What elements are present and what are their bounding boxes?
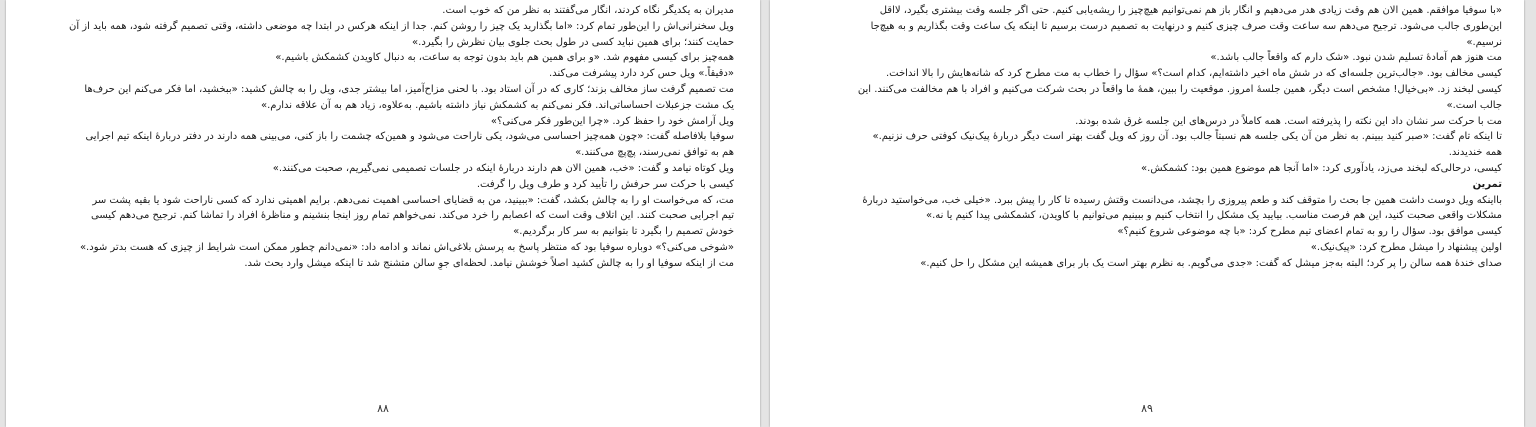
- paragraph-line: کیسی با حرکت سر حرفش را تأیید کرد و طرف ویل را گرفت.: [476, 178, 734, 190]
- paragraph-line: نرسیم.»: [1466, 36, 1502, 48]
- paragraph-line: مت، که می‌خواست او را به چالش بکشد، گفت: «ببینید، من به قضایای احساسی اهمیت نمی‌دهم. برایم اهمیتی ندارد که کسی ناراحت شود یا بقیه پشت سر: [92, 194, 734, 206]
- page-number: ۸۸: [377, 402, 389, 415]
- paragraph-line: این‌طوری جالب می‌شود. ترجیح می‌دهم سه ساعت وقت صرف چیزی کنیم و درنهایت به تصمیم درست برسیم تا اینکه یک ساعت وقت بگذاریم و به هیچ‌جا: [870, 20, 1502, 32]
- paragraph-line: مدیران به یکدیگر نگاه کردند، انگار می‌گفتند به نظر من که خوب است.: [442, 5, 734, 16]
- paragraph-line: اولین پیشنهاد را میشل مطرح کرد: «پیک‌نیک.»: [1310, 241, 1502, 253]
- paragraph-line: حمایت کنند؛ برای همین نباید کسی در طول بحث جلوی بیان نظرش را بگیرد.»: [412, 36, 734, 48]
- paragraph-line: جالب است.»: [1446, 99, 1502, 111]
- paragraph-line: کیسی موافق بود. سؤال را رو به تمام اعضای تیم مطرح کرد: «با چه موضوعی شروع کنیم؟»: [1117, 226, 1502, 238]
- paragraph-line: همه‌چیز برای کیسی مفهوم شد. «و برای همین هم باید بدون توجه به ساعت، به دنبال کاویدن کشمکش باشیم.»: [275, 52, 734, 64]
- paragraph-line: کیسی لبخند زد. «بی‌خیال! مشخص است دیگر، همین جلسهٔ امروز. موقعیت را ببین، همهٔ ما واقعاً در بحث شرکت می‌کنیم و افراد با هم مخالفت می‌کنند. این: [857, 83, 1502, 95]
- paragraph-line: «دقیقاً.» ویل حس کرد دارد پیشرفت می‌کند.: [549, 68, 734, 80]
- paragraph-line: صدای خندهٔ همه سالن را پر کرد؛ البته به‌جز میشل که گفت: «جدی می‌گویم. به نظرم بهتر است یک بار برای همیشه این مشکل را حل کنیم.»: [920, 257, 1502, 269]
- page-89: [770, 0, 1524, 427]
- paragraph-line: تا اینکه تام گفت: «صبر کنید ببینم. به نظر من آن یکی جلسه هم نسبتاً جالب بود. آن روز که ویل گفت بهتر است دیگر دربارهٔ پیک‌نیک کوفتی حرف نزنیم.»: [872, 131, 1502, 143]
- paragraph-line: کیسی، درحالی‌که لبخند می‌زد، یادآوری کرد: «اما آنجا هم موضوع همین بود: کشمکش.»: [1141, 162, 1502, 174]
- paragraph-line: مت هنوز هم آمادهٔ تسلیم شدن نبود. «شک دارم که واقعاً جالب باشد.»: [1210, 52, 1502, 64]
- paragraph-line: ویل سخنرانی‌اش را این‌طور تمام کرد: «اما بگذارید یک چیز را روشن کنم. جدا از اینکه هرکس در ابتدا چه موضعی داشته، وقتی تصمیم گرفته شود، همه باید از آن: [68, 20, 734, 32]
- paragraph-line: هم به توافق نمی‌رسند، پچ‌پچ می‌کنند.»: [575, 147, 734, 159]
- section-heading: تمرین: [1472, 178, 1502, 190]
- paragraph-line: ویل آرامش خود را حفظ کرد. «چرا این‌طور فکر می‌کنی؟»: [490, 115, 734, 127]
- paragraph-line: مت با حرکت سر نشان داد این نکته را پذیرفته است. همه کاملاً در درس‌های این جلسه غرق شده بودند.: [1075, 115, 1502, 127]
- page-88: [6, 0, 760, 427]
- page-88-text: [34, 3, 734, 272]
- paragraph-line: کیسی مخالف بود. «جالب‌ترین جلسه‌ای که در شش ماه اخیر داشته‌ایم، کدام است؟» سؤال را خطاب به مت مطرح کرد که شانه‌هایش را بالا انداخت.: [885, 68, 1502, 80]
- paragraph-line: تیم اجرایی صحبت کنند. این اتلاف وقت است که اعصابم را خرد می‌کند. نمی‌خواهم تمام روز اینجا بنشینم و مناظرهٔ افراد را تماشا کنم. ترجیح می‌دهم کیسی: [91, 210, 734, 222]
- paragraph-line: مت از اینکه سوفیا او را به چالش کشید اصلاً خوشش نیامد. لحظه‌ای جوِ سالن متشنج شد تا اینکه میشل وارد بحث شد.: [244, 257, 734, 269]
- paragraph-line: مشکلات واقعی صحبت کنید، این هم فرصت مناسب. بیایید یک مشکل را انتخاب کنیم و ببینیم می‌توانیم با کاویدن، کشمکشی پیدا کنیم یا نه.»: [925, 210, 1502, 222]
- paragraph-line: همه خندیدند.: [1448, 147, 1502, 159]
- paragraph-line: خودش تصمیم را بگیرد تا بتوانیم به سر کار برگردیم.»: [513, 226, 734, 238]
- paragraph-line: یک مشت جزعبلات احساساتی‌اند. فکر نمی‌کنم به کشمکش نیاز داشته باشیم. به‌علاوه، زیاد هم به آن علاقه ندارم.»: [260, 99, 734, 111]
- paragraph-line: ویل کوتاه نیامد و گفت: «خب، همین الان هم دارند دربارهٔ اینکه در جلسات تصمیمی نمی‌گیریم، صحبت می‌کنند.»: [272, 162, 734, 174]
- page-89-text: [802, 3, 1502, 272]
- paragraph-line: بااینکه ویل دوست داشت همین جا بحث را متوقف کند و طعم پیروزی را بچشد، می‌دانست وقتش رسیده تا کار را پیش ببرد. «خیلی خب، می‌خواستید دربارهٔ: [862, 194, 1502, 206]
- paragraph-line: مت تصمیم گرفت ساز مخالف بزند؛ کاری که در آن استاد بود. با لحنی مزاح‌آمیز، اما بیشتر جدی، ویل را به چالش کشید: «ببخشید، اما فکر می‌کنم این حرف‌ها: [84, 83, 734, 95]
- paragraph-line: سوفیا بلافاصله گفت: «چون همه‌چیز احساسی می‌شود، یکی ناراحت می‌شود و همین‌که چشمت را باز کنی، می‌بینی همه دارند در دفتر دربارهٔ اینکه تیم اجرایی: [85, 131, 734, 143]
- page-number: ۸۹: [1141, 402, 1153, 415]
- paragraph-line: «با سوفیا موافقم. همین الان هم وقت زیادی هدر می‌دهیم و انگار باز هم نمی‌توانیم هیچ‌چیز را ریشه‌یابی کنیم. حتی اگر جلسه وقت بیشتری بگیرد، لااقل: [879, 5, 1502, 16]
- paragraph-line: «شوخی می‌کنی؟» دوباره سوفیا بود که منتظر پاسخ به پرسش بلاغی‌اش نماند و ادامه داد: «نمی‌دانم چطور ممکن است شرایط از چیزی که هست بدتر شود.»: [79, 241, 734, 253]
